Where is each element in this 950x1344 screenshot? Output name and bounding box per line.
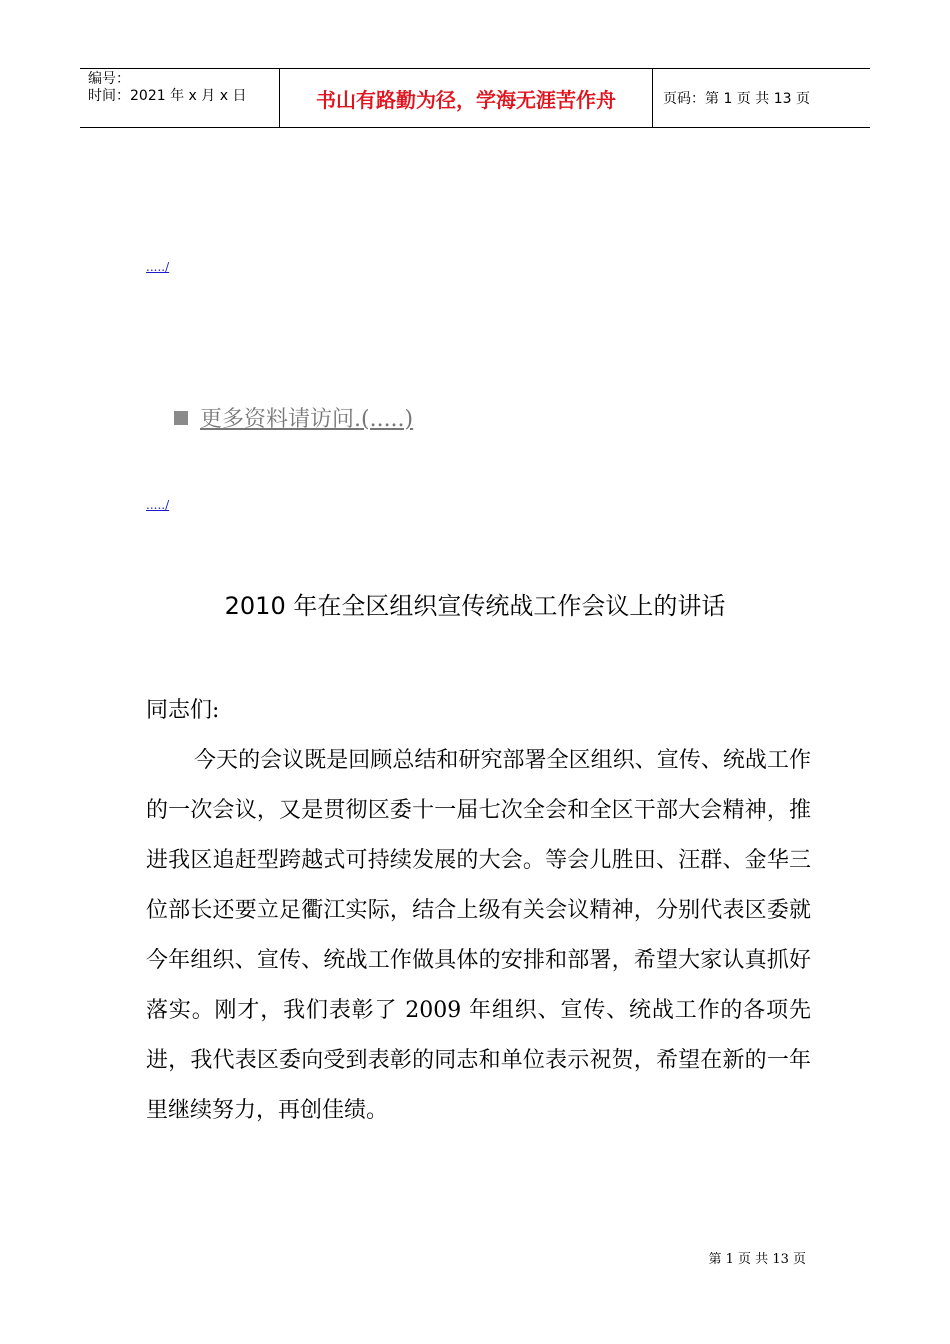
more-resources-text[interactable]: 更多资料请访问.(.....) <box>200 407 414 432</box>
paragraph: 今天的会议既是回顾总结和研究部署全区组织、宣传、统战工作的一次会议，又是贯彻区委十一届七次全会和全区干部大会精神，推进我区追赶型跨越式可持续发展的大会。等会儿胜田、汪群、金华三位部长还要立足衢江实际，结合上级有关会议精神，分别代表区委就今年组织、宣传、统战工作做具体的安排和部署，希望大家认真抓好落实。刚才，我们表彰了 2009 年组织、宣传、统战工作的各项先进，我代表区委向受到表彰的同志和单位表示祝贺，希望在新的一年里继续努力，再创佳绩。 <box>146 748 811 1123</box>
document-title: 2010 年在全区组织宣传统战工作会议上的讲话 <box>224 592 726 620</box>
header-page-info: 页码：第 1 页 共 13 页 <box>663 91 810 107</box>
more-resources-link[interactable] <box>174 402 413 433</box>
footer-page-info: 第 1 页 共 13 页 <box>708 1252 806 1267</box>
header-meta <box>80 69 280 127</box>
document-body <box>146 686 811 1136</box>
document-header <box>80 68 870 128</box>
number-label: 编号： <box>88 71 130 87</box>
time-label: 时间：2021 年 x 月 x 日 <box>88 88 247 104</box>
header-motto: 书山有路勤为径，学海无涯苦作舟 <box>280 69 653 127</box>
square-bullet-icon <box>174 411 188 425</box>
second-link[interactable]: ...../ <box>146 498 170 512</box>
top-link[interactable]: ...../ <box>146 260 170 274</box>
salutation: 同志们: <box>146 698 220 723</box>
